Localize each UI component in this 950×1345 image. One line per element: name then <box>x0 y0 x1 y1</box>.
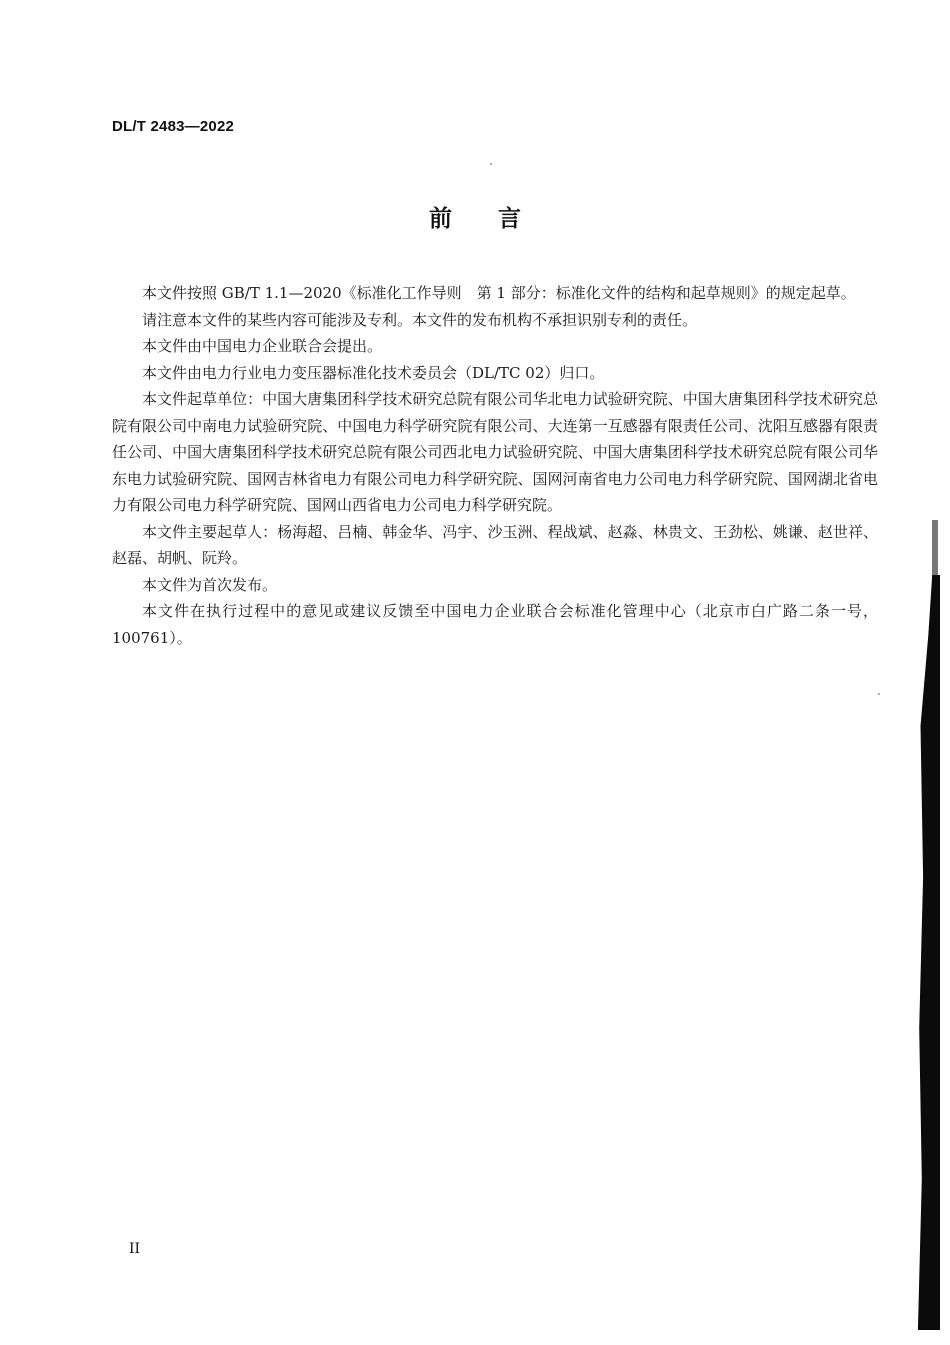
paragraph-drafting-units: 本文件起草单位：中国大唐集团科学技术研究总院有限公司华北电力试验研究院、中国大唐集团科学技术研究总院有限公司中南电力试验研究院、中国电力科学研究院有限公司、大连第一互感器有限责任公司、沈阳互感器有限责任公司、中国大唐集团科学技术研究总院有限公司西北电力试验研究院、中国大唐集团科学技术研究总院有限公司华东电力试验研究院、国网吉林省电力有限公司电力科学研究院、国网河南省电力公司电力科学研究院、国网湖北省电力有限公司电力科学研究院、国网山西省电力公司电力科学研究院。 <box>112 390 878 514</box>
document-code: DL/T 2483—2022 <box>112 118 235 135</box>
title-char-1: 前 <box>429 206 452 232</box>
scan-speck <box>490 163 492 165</box>
scan-edge-shadow-top <box>932 520 938 580</box>
paragraph-drafters: 本文件主要起草人：杨海超、吕楠、韩金华、冯宇、沙玉洲、程战斌、赵淼、林贵文、王劲松、姚谦、赵世祥、赵磊、胡帆、阮羚。 <box>112 522 878 567</box>
paragraph-first-release: 本文件为首次发布。 <box>142 575 278 594</box>
title-char-2: 言 <box>498 206 521 232</box>
section-title <box>0 200 950 233</box>
paragraph-drafting-rules: 本文件按照 GB/T 1.1—2020《标准化工作导则 第 1 部分：标准化文件的结构和起草规则》的规定起草。 <box>142 284 856 302</box>
paragraph-patent-notice: 请注意本文件的某些内容可能涉及专利。本文件的发布机构不承担识别专利的责任。 <box>142 310 698 329</box>
scan-speck <box>878 693 880 695</box>
scan-edge-shadow <box>914 575 940 1330</box>
paragraph-committee: 本文件由电力行业电力变压器标准化技术委员会（DL/TC 02）归口。 <box>142 363 605 382</box>
paragraph-feedback: 本文件在执行过程中的意见或建议反馈至中国电力企业联合会标准化管理中心（北京市白广路二条一号，100761）。 <box>112 602 878 647</box>
paragraph-proposer: 本文件由中国电力企业联合会提出。 <box>142 337 383 355</box>
foreword-body <box>112 280 878 651</box>
page-number: II <box>129 1241 141 1257</box>
